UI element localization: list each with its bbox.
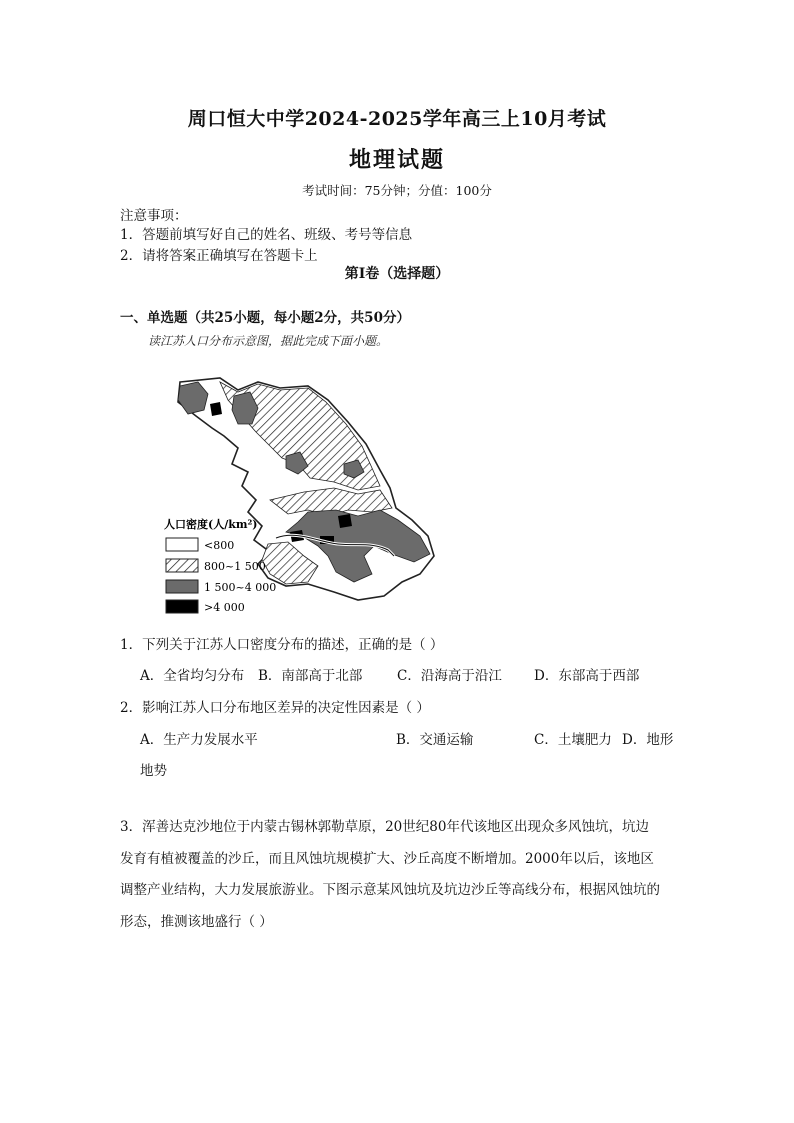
q2-option-b: B．交通运输 <box>396 732 474 748</box>
subject-title: 地理试题 <box>348 147 445 173</box>
jiangsu-population-map <box>158 360 448 620</box>
q1-option-a: A．全省均匀分布 <box>140 668 245 684</box>
q2-option-d: D．地形 <box>622 732 674 748</box>
note-item-2: 2．请将答案正确填写在答题卡上 <box>120 248 318 264</box>
question-intro: 读江苏人口分布示意图，据此完成下面小题。 <box>148 334 389 348</box>
legend-title: 人口密度(人/km²) <box>164 518 258 531</box>
q1-option-c: C．沿海高于沿江 <box>397 668 502 684</box>
q2-option-c: C．土壤肥力 <box>534 732 612 748</box>
q2-option-a: A．生产力发展水平 <box>140 732 258 748</box>
q1-option-d: D．东部高于西部 <box>534 668 640 684</box>
region-highest-2 <box>338 514 352 528</box>
question-3-stem <box>120 812 680 938</box>
exam-title: 周口恒大中学2024-2025学年高三上10月考试 <box>187 108 607 130</box>
legend-swatch-highest <box>166 600 198 613</box>
part-title: 一、单选题（共25小题，每小题2分，共50分） <box>120 310 410 326</box>
legend-label-high: 1 500~4 000 <box>204 581 277 594</box>
exam-info: 考试时间：75分钟；分值：100分 <box>302 183 492 198</box>
q3-line-1: 3．浑善达克沙地位于内蒙古锡林郭勒草原，20世纪80年代该地区出现众多风蚀坑，坑边 <box>120 819 649 835</box>
notes-heading: 注意事项： <box>120 208 188 224</box>
section-title: 第I卷（选择题） <box>344 266 450 282</box>
legend-swatch-high <box>166 580 198 593</box>
legend-swatch-mid <box>166 559 198 572</box>
q3-line-2: 发育有植被覆盖的沙丘，而且风蚀坑规模扩大、沙丘高度不断增加。2000年以后，该地区 <box>120 850 654 867</box>
q3-line-3: 调整产业结构，大力发展旅游业。下图示意某风蚀坑及坑边沙丘等高线分布，根据风蚀坑的 <box>120 882 660 898</box>
region-highest-1 <box>210 402 222 416</box>
q2-option-d-wrap: 地势 <box>140 763 167 779</box>
question-2-stem: 2．影响江苏人口分布地区差异的决定性因素是（ ） <box>120 700 430 716</box>
q3-line-4: 形态，推测该地盛行（ ） <box>120 913 273 930</box>
legend-swatch-low <box>166 538 198 551</box>
q1-option-b: B．南部高于北部 <box>258 668 363 684</box>
legend-label-highest: >4 000 <box>204 601 245 614</box>
question-1-stem: 1．下列关于江苏人口密度分布的描述，正确的是（ ） <box>120 637 444 653</box>
note-item-1: 1．答题前填写好自己的姓名、班级、考号等信息 <box>120 227 413 243</box>
legend-label-mid: 800~1 500 <box>204 560 266 573</box>
legend-label-low: <800 <box>204 539 235 552</box>
